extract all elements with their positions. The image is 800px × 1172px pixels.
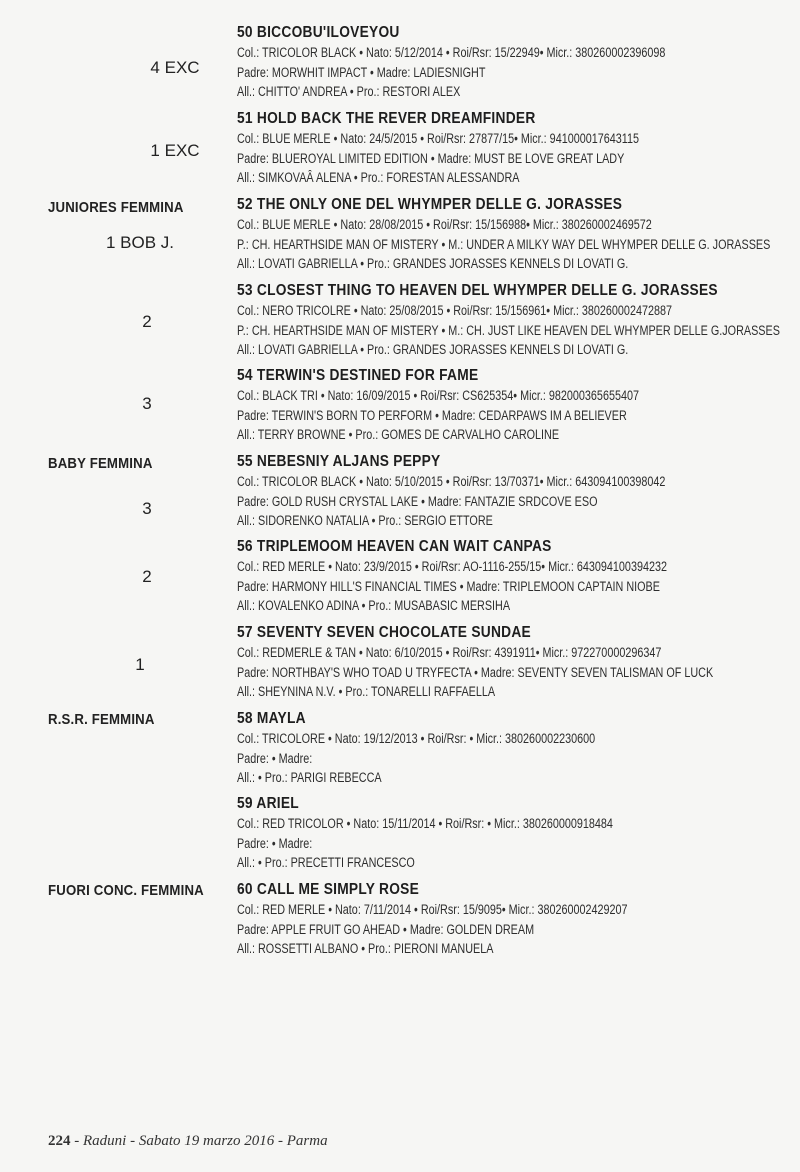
entry-parents: Padre: NORTHBAY'S WHO TOAD U TRYFECTA • Madre: SEVENTY SEVEN TALISMAN OF LUCK (237, 664, 714, 680)
entry-breeder-owner: All.: LOVATI GABRIELLA • Pro.: GRANDES JORASSES KENNELS DI LOVATI G. (237, 256, 629, 271)
entry-parents: P.: CH. HEARTHSIDE MAN OF MISTERY • M.: UNDER A MILKY WAY DEL WHYMPER DELLE G. JORASSES (237, 236, 771, 252)
entry-breeder-owner: All.: • Pro.: PARIGI REBECCA (237, 770, 382, 785)
dog-entry-57 (237, 623, 797, 702)
entry-color-birth-id: Col.: BLUE MERLE • Nato: 24/5/2015 • Roi/Rsr: 27877/15• Micr.: 941000017643115 (237, 131, 639, 146)
dog-entry-50 (237, 23, 797, 102)
entry-color-birth-id: Col.: RED MERLE • Nato: 23/9/2015 • Roi/Rsr: AO-1116-255/15• Micr.: 643094100394232 (237, 559, 667, 574)
award-entry-50: 4 EXC (150, 58, 200, 77)
award-entry-54: 3 (142, 394, 152, 413)
award-entry-56: 2 (142, 567, 152, 586)
entry-title: 52 THE ONLY ONE DEL WHYMPER DELLE G. JORASSES (237, 196, 623, 213)
entry-breeder-owner: All.: KOVALENKO ADINA • Pro.: MUSABASIC MERSIHA (237, 598, 511, 613)
entry-title: 57 SEVENTY SEVEN CHOCOLATE SUNDAE (237, 624, 531, 641)
dog-entry-55 (237, 452, 797, 531)
dog-entry-59 (237, 794, 797, 873)
award-entry-52: 1 BOB J. (105, 233, 175, 252)
entry-color-birth-id: Col.: RED TRICOLOR • Nato: 15/11/2014 • Roi/Rsr: • Micr.: 380260000918484 (237, 816, 613, 831)
dog-entry-60 (237, 880, 797, 959)
entry-color-birth-id: Col.: TRICOLOR BLACK • Nato: 5/10/2015 • Roi/Rsr: 13/70371• Micr.: 643094100398042 (237, 474, 666, 489)
entry-color-birth-id: Col.: TRICOLORE • Nato: 19/12/2013 • Roi/Rsr: • Micr.: 380260002230600 (237, 731, 596, 746)
entry-breeder-owner: All.: ROSSETTI ALBANO • Pro.: PIERONI MANUELA (237, 941, 494, 956)
entry-color-birth-id: Col.: BLACK TRI • Nato: 16/09/2015 • Roi/Rsr: CS625354• Micr.: 982000365655407 (237, 388, 639, 403)
dog-entry-52 (237, 195, 797, 274)
footer-text: - Raduni - Sabato 19 marzo 2016 - Parma (74, 1133, 328, 1149)
entry-title: 53 CLOSEST THING TO HEAVEN DEL WHYMPER DELLE G. JORASSES (237, 282, 718, 299)
dog-entry-58 (237, 709, 797, 788)
award-entry-55: 3 (142, 499, 152, 518)
award-entry-53: 2 (142, 312, 152, 331)
entry-title: 59 ARIEL (237, 795, 299, 812)
entry-title: 60 CALL ME SIMPLY ROSE (237, 881, 420, 898)
page-number: 224 (48, 1133, 71, 1149)
award-entry-57: 1 (135, 655, 145, 674)
section-label-rsr-femmina: R.S.R. FEMMINA (48, 711, 155, 728)
entry-parents: Padre: MORWHIT IMPACT • Madre: LADIESNIGHT (237, 64, 486, 80)
entry-title: 54 TERWIN'S DESTINED FOR FAME (237, 367, 479, 384)
entry-title: 50 BICCOBU'ILOVEYOU (237, 24, 400, 41)
dog-entry-53 (237, 281, 797, 360)
entry-title: 51 HOLD BACK THE REVER DREAMFINDER (237, 110, 536, 127)
entry-parents: Padre: • Madre: (237, 750, 313, 766)
dog-entry-56 (237, 537, 797, 616)
entry-parents: Padre: BLUEROYAL LIMITED EDITION • Madre: MUST BE LOVE GREAT LADY (237, 150, 625, 166)
section-label-baby-femmina: BABY FEMMINA (48, 455, 153, 472)
entry-breeder-owner: All.: LOVATI GABRIELLA • Pro.: GRANDES JORASSES KENNELS DI LOVATI G. (237, 342, 629, 357)
section-label-fuori-conc-femmina: FUORI CONC. FEMMINA (48, 882, 204, 899)
dog-entry-51 (237, 109, 797, 188)
entry-breeder-owner: All.: SIDORENKO NATALIA • Pro.: SERGIO ETTORE (237, 513, 493, 528)
entry-breeder-owner: All.: CHITTO' ANDREA • Pro.: RESTORI ALEX (237, 84, 461, 99)
entry-title: 56 TRIPLEMOOM HEAVEN CAN WAIT CANPAS (237, 538, 552, 555)
entry-color-birth-id: Col.: RED MERLE • Nato: 7/11/2014 • Roi/Rsr: 15/9095• Micr.: 380260002429207 (237, 902, 628, 917)
entry-title: 55 NEBESNIY ALJANS PEPPY (237, 453, 441, 470)
entry-breeder-owner: All.: SHEYNINA N.V. • Pro.: TONARELLI RAFFAELLA (237, 684, 496, 699)
entry-color-birth-id: Col.: BLUE MERLE • Nato: 28/08/2015 • Roi/Rsr: 15/156988• Micr.: 380260002469572 (237, 217, 652, 232)
entry-parents: P.: CH. HEARTHSIDE MAN OF MISTERY • M.: CH. JUST LIKE HEAVEN DEL WHYMPER DELLE G.JORASSES (237, 322, 780, 338)
entry-breeder-owner: All.: TERRY BROWNE • Pro.: GOMES DE CARVALHO CAROLINE (237, 427, 560, 442)
entry-breeder-owner: All.: • Pro.: PRECETTI FRANCESCO (237, 855, 415, 870)
entry-parents: Padre: HARMONY HILL'S FINANCIAL TIMES • Madre: TRIPLEMOON CAPTAIN NIOBE (237, 578, 660, 594)
entry-color-birth-id: Col.: NERO TRICOLRE • Nato: 25/08/2015 • Roi/Rsr: 15/156961• Micr.: 380260002472887 (237, 303, 672, 318)
entry-parents: Padre: TERWIN'S BORN TO PERFORM • Madre: CEDARPAWS IM A BELIEVER (237, 407, 627, 423)
entry-color-birth-id: Col.: TRICOLOR BLACK • Nato: 5/12/2014 • Roi/Rsr: 15/22949• Micr.: 380260002396098 (237, 45, 666, 60)
entry-parents: Padre: APPLE FRUIT GO AHEAD • Madre: GOLDEN DREAM (237, 921, 535, 937)
entry-parents: Padre: • Madre: (237, 835, 313, 851)
entry-breeder-owner: All.: SIMKOVAÂ ALENA • Pro.: FORESTAN ALESSANDRA (237, 170, 520, 185)
dog-entry-54 (237, 366, 797, 445)
entry-parents: Padre: GOLD RUSH CRYSTAL LAKE • Madre: FANTAZIE SRDCOVE ESO (237, 493, 598, 509)
award-entry-51: 1 EXC (150, 141, 200, 160)
section-label-juniores-femmina: JUNIORES FEMMINA (48, 199, 184, 216)
entry-color-birth-id: Col.: REDMERLE & TAN • Nato: 6/10/2015 • Roi/Rsr: 4391911• Micr.: 972270000296347 (237, 645, 662, 660)
entry-title: 58 MAYLA (237, 710, 306, 727)
page-footer (48, 1133, 328, 1150)
